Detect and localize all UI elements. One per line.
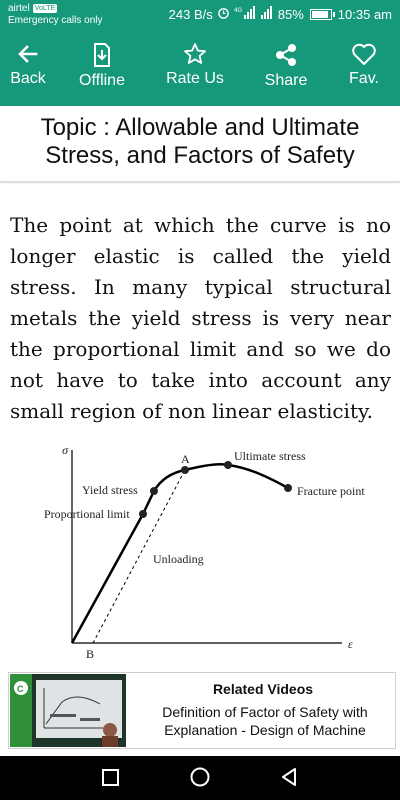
signal-nodata-icon	[260, 6, 274, 22]
rate-us-button[interactable]	[165, 30, 225, 106]
favourite-button[interactable]	[342, 30, 386, 106]
related-videos-card[interactable]	[8, 672, 396, 749]
back-nav-button[interactable]	[278, 766, 300, 793]
rate-us-label: Rate Us	[166, 70, 224, 87]
x-axis-label: ε	[348, 637, 353, 651]
system-navigation-bar	[0, 756, 400, 800]
favourite-label: Fav.	[349, 70, 379, 87]
clock: 10:35 am	[337, 6, 392, 22]
app-toolbar	[0, 30, 400, 106]
offline-label: Offline	[79, 72, 125, 89]
back-label: Back	[10, 70, 46, 87]
battery-percent: 85%	[277, 6, 304, 22]
status-bar	[0, 0, 400, 30]
share-label: Share	[264, 72, 308, 89]
topic-title: Topic : Allowable and Ultimate Stress, and Factors of Safety	[40, 114, 360, 169]
stress-strain-diagram	[30, 438, 370, 660]
offline-download-icon	[78, 42, 126, 68]
back-button[interactable]	[6, 30, 50, 106]
carrier-label	[8, 3, 57, 14]
circle-icon	[189, 775, 211, 792]
volte-badge: VoLTE	[34, 4, 56, 12]
ultimate-stress-point	[224, 461, 232, 469]
video-thumbnail[interactable]	[10, 674, 126, 747]
recents-button[interactable]	[101, 766, 121, 793]
signal-icon	[234, 6, 256, 22]
yield-stress-point	[150, 487, 158, 495]
ultimate-stress-label: Ultimate stress	[234, 449, 306, 463]
related-video-description: Definition of Factor of Safety with Explanation - Design of Machine	[162, 704, 368, 738]
content-paragraph: The point at which the curve is no longer elastic is called the yield stress. In many typical structural metals the yield stress is very near the proportional limit and so we do not have to take into account any small region of non linear elasticity.	[10, 213, 391, 423]
point-a-marker	[181, 466, 189, 474]
point-a-label: A	[181, 452, 190, 466]
back-arrow-icon	[6, 42, 50, 66]
network-speed: 243 B/s	[168, 6, 213, 22]
fracture-point-label: Fracture point	[297, 484, 365, 498]
square-icon	[101, 775, 121, 792]
share-button[interactable]	[262, 30, 310, 106]
offline-button[interactable]	[78, 30, 126, 106]
svg-text:4G: 4G	[233, 8, 242, 14]
alarm-icon	[217, 6, 230, 22]
svg-text:C: C	[17, 684, 24, 694]
topic-header	[0, 106, 400, 182]
triangle-back-icon	[278, 775, 300, 792]
status-indicators	[169, 6, 392, 22]
point-b-label: B	[86, 647, 95, 660]
unloading-label: Unloading	[153, 552, 204, 566]
share-icon	[262, 42, 310, 68]
carrier-name: airtel	[8, 3, 30, 14]
related-videos-title: Related Videos	[212, 681, 314, 697]
y-axis-label: σ	[62, 443, 68, 457]
star-icon	[165, 42, 225, 66]
proportional-limit-label: Proportional limit	[44, 507, 130, 521]
battery-icon	[310, 9, 332, 20]
proportional-limit-point	[139, 510, 147, 518]
emergency-label: Emergency calls only	[8, 15, 103, 26]
heart-icon	[342, 42, 386, 66]
fracture-point-marker	[284, 484, 292, 492]
home-button[interactable]	[189, 766, 211, 793]
yield-stress-label: Yield stress	[82, 483, 138, 497]
